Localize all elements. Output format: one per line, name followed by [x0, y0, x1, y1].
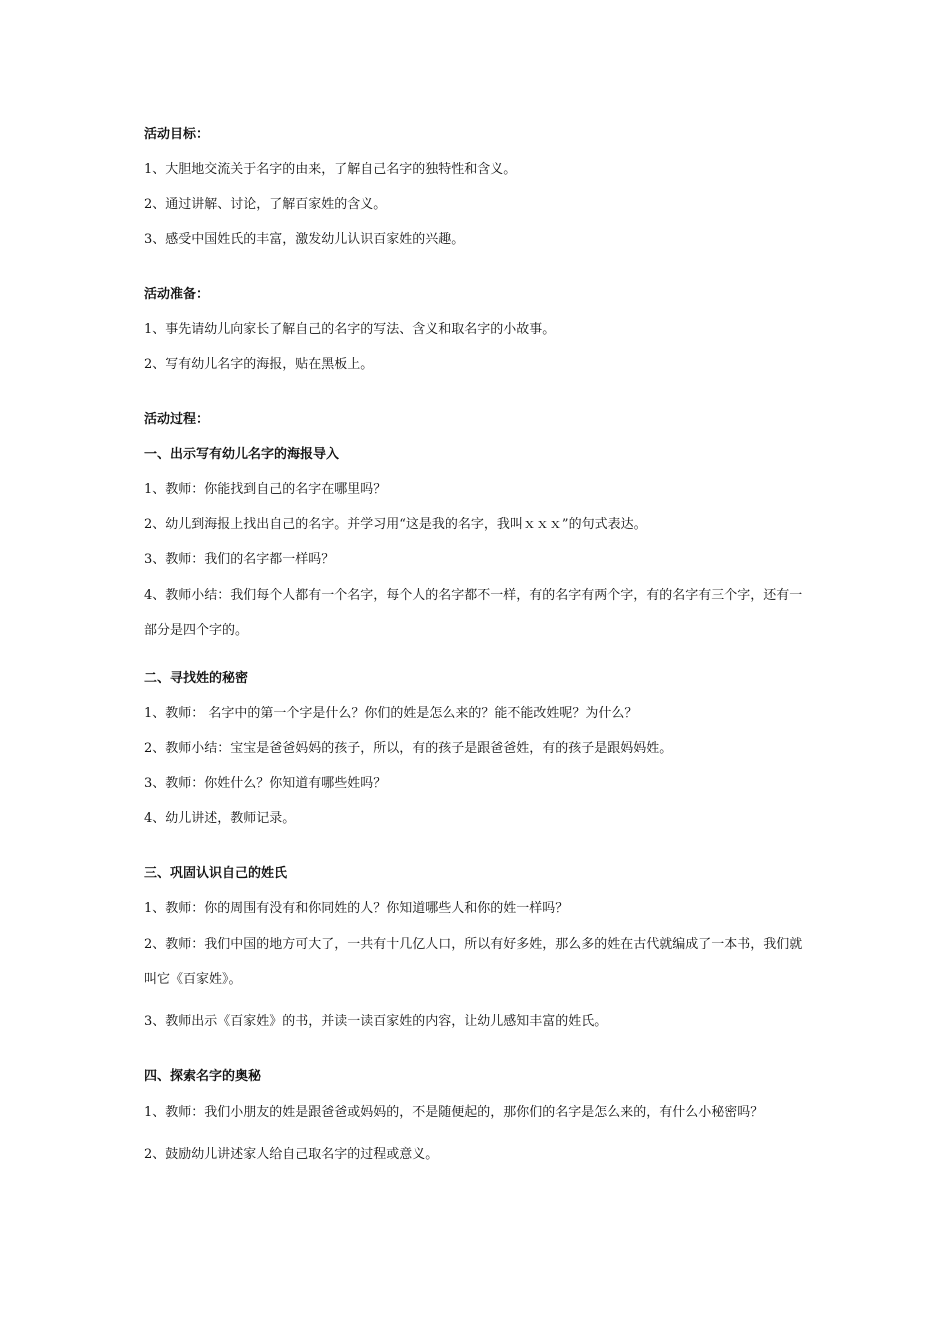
step3-item: 1、教师：你的周围有没有和你同姓的人？你知道哪些人和你的姓一样吗？ [144, 901, 569, 916]
step1-item: 3、教师：我们的名字都一样吗？ [144, 552, 335, 567]
section-spacer [144, 1047, 814, 1067]
step4-item: 1、教师：我们小朋友的姓是跟爸爸或妈妈的，不是随便起的，那你们的名字是怎么来的，有什么小秘密吗？ [144, 1105, 764, 1120]
document-page [144, 125, 814, 1180]
heading-step-3: 三、巩固认识自己的姓氏 [144, 866, 288, 881]
section-spacer [144, 265, 814, 285]
goal-item: 1、大胆地交流关于名字的由来，了解自己名字的独特性和含义。 [144, 162, 517, 177]
step2-item: 2、教师小结：宝宝是爸爸妈妈的孩子，所以，有的孩子是跟爸爸姓，有的孩子是跟妈妈姓。 [144, 741, 673, 756]
step4-item: 2、鼓励幼儿讲述家人给自己取名字的过程或意义。 [144, 1147, 439, 1162]
heading-activity-process: 活动过程： [144, 412, 210, 427]
step2-item: 4、幼儿讲述，教师记录。 [144, 811, 296, 826]
heading-step-2: 二、寻找姓的秘密 [144, 671, 249, 686]
section-spacer [144, 844, 814, 864]
step2-item: 3、教师：你姓什么？你知道有哪些姓吗？ [144, 776, 387, 791]
step2-item: 1、教师： 名字中的第一个字是什么？你们的姓是怎么来的？能不能改姓呢？为什么？ [144, 706, 638, 721]
heading-step-1: 一、出示写有幼儿名字的海报导入 [144, 447, 340, 462]
step3-item: 2、教师：我们中国的地方可大了，一共有十几亿人口，所以有好多姓，那么多的姓在古代就编成了一本书，我们就叫它《百家姓》。 [144, 937, 803, 987]
step1-item: 4、教师小结：我们每个人都有一个名字，每个人的名字都不一样，有的名字有两个字，有的名字有三个字，还有一部分是四个字的。 [144, 588, 803, 638]
section-spacer [144, 390, 814, 410]
heading-activity-goals: 活动目标： [144, 127, 210, 142]
step3-item: 3、教师出示《百家姓》的书，并读一读百家姓的内容，让幼儿感知丰富的姓氏。 [144, 1014, 608, 1029]
prep-item: 1、事先请幼儿向家长了解自己的名字的写法、含义和取名字的小故事。 [144, 322, 556, 337]
step1-item: 2、幼儿到海报上找出自己的名字。并学习用“这是我的名字，我叫ｘｘｘ”的句式表达。 [144, 517, 647, 532]
goal-item: 2、通过讲解、讨论，了解百家姓的含义。 [144, 197, 387, 212]
step1-item: 1、教师：你能找到自己的名字在哪里吗？ [144, 482, 387, 497]
goal-item: 3、感受中国姓氏的丰富，激发幼儿认识百家姓的兴趣。 [144, 232, 465, 247]
heading-activity-prep: 活动准备： [144, 287, 210, 302]
prep-item: 2、写有幼儿名字的海报，贴在黑板上。 [144, 357, 374, 372]
heading-step-4: 四、探索名字的奥秘 [144, 1069, 262, 1084]
